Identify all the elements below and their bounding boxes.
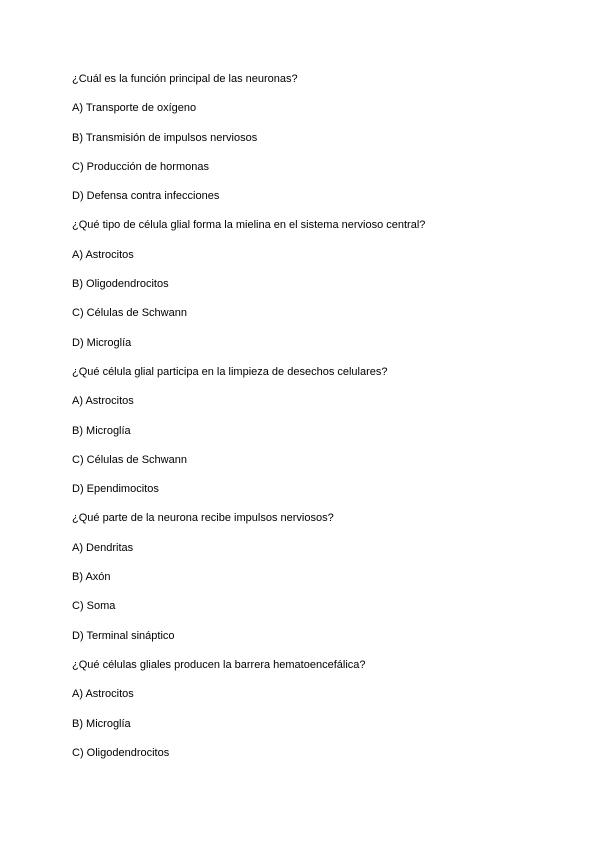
question-4-option-a: A) Dendritas (72, 541, 134, 554)
question-3-option-a: A) Astrocitos (72, 395, 134, 408)
question-3: ¿Qué célula glial participa en la limpieza de desechos celulares? (72, 365, 388, 378)
question-3-option-b: B) Microglía (72, 424, 131, 437)
question-2-option-a: A) Astrocitos (72, 248, 134, 261)
question-5-option-b: B) Microglía (72, 717, 131, 730)
question-5-option-c: C) Oligodendrocitos (72, 746, 170, 759)
question-1-option-a: A) Transporte de oxígeno (72, 102, 197, 115)
question-4-option-c: C) Soma (72, 600, 116, 613)
question-4: ¿Qué parte de la neurona recibe impulsos nerviosos? (72, 512, 334, 525)
question-1: ¿Cuál es la función principal de las neuronas? (72, 73, 298, 85)
question-5-option-a: A) Astrocitos (72, 688, 134, 701)
question-2: ¿Qué tipo de célula glial forma la mielina en el sistema nervioso central? (72, 219, 426, 232)
question-3-option-d: D) Ependimocitos (72, 483, 159, 496)
question-4-option-b: B) Axón (72, 571, 111, 584)
question-5: ¿Qué células gliales producen la barrera hematoencefálica? (72, 658, 366, 671)
question-1-option-b: B) Transmisión de impulsos nerviosos (72, 131, 258, 144)
question-3-option-c: C) Células de Schwann (72, 453, 187, 466)
question-4-option-d: D) Terminal sináptico (72, 629, 175, 642)
question-2-option-c: C) Células de Schwann (72, 307, 187, 320)
question-1-option-c: C) Producción de hormonas (72, 160, 209, 173)
quiz-content (72, 71, 572, 774)
question-1-option-d: D) Defensa contra infecciones (72, 190, 220, 203)
question-2-option-b: B) Oligodendrocitos (72, 278, 169, 291)
question-2-option-d: D) Microglía (72, 336, 132, 349)
